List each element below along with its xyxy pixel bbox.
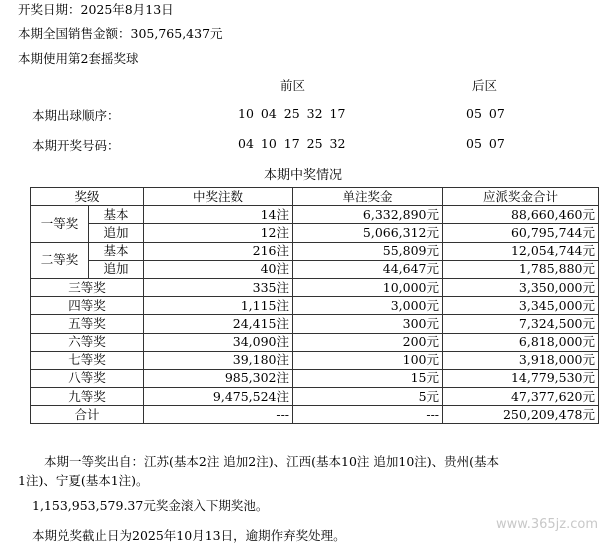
unit-prize: 200元 — [293, 333, 443, 351]
unit-prize: 10,000元 — [293, 278, 443, 296]
tier-name: 五等奖 — [31, 315, 144, 333]
winner-count: 335注 — [144, 278, 293, 296]
first-prize-origin-line1: 本期一等奖出自：江苏(基本2注 追加2注)、江西(基本10注 追加10注)、贵州(基本 — [44, 454, 500, 469]
table-row — [31, 333, 599, 351]
winner-count: 216注 — [144, 242, 293, 260]
first-prize-origin-line2: 1注)、宁夏(基本1注)。 — [18, 473, 149, 488]
winner-count: 9,475,524注 — [144, 388, 293, 406]
unit-prize: 3,000元 — [293, 297, 443, 315]
sub-tier: 追加 — [89, 224, 144, 242]
winning-numbers-label: 本期开奖号码： — [32, 138, 120, 153]
table-row — [31, 260, 599, 278]
sub-tier: 基本 — [89, 206, 144, 224]
sub-tier: 基本 — [89, 242, 144, 260]
back-zone-label: 后区 — [472, 78, 498, 93]
table-total-row — [31, 406, 599, 424]
unit-prize: 100元 — [293, 351, 443, 369]
tier-name: 四等奖 — [31, 297, 144, 315]
winning-numbers-back: 05 07 — [466, 136, 505, 151]
winning-numbers-front: 04 10 17 25 32 — [238, 136, 346, 151]
unit-prize: 5元 — [293, 388, 443, 406]
tier-name: 九等奖 — [31, 388, 144, 406]
table-row — [31, 315, 599, 333]
pool-rollover: 1,153,953,579.37元奖金滚入下期奖池。 — [32, 498, 269, 513]
sub-tier: 追加 — [89, 260, 144, 278]
total-prize: 6,818,000元 — [443, 333, 599, 351]
table-row — [31, 224, 599, 242]
unit-prize: 44,647元 — [293, 260, 443, 278]
draw-order-front: 10 04 25 32 17 — [238, 106, 346, 121]
total-unit-prize: --- — [293, 406, 443, 424]
winner-count: 12注 — [144, 224, 293, 242]
tier-name: 二等奖 — [31, 242, 89, 278]
winner-count: 34,090注 — [144, 333, 293, 351]
total-count: --- — [144, 406, 293, 424]
total-prize: 47,377,620元 — [443, 388, 599, 406]
total-label: 合计 — [31, 406, 144, 424]
tier-name: 三等奖 — [31, 278, 144, 296]
total-prize: 1,785,880元 — [443, 260, 599, 278]
winner-count: 40注 — [144, 260, 293, 278]
front-zone-label: 前区 — [280, 78, 306, 93]
draw-order-label: 本期出球顺序： — [32, 108, 120, 123]
total-prize: 14,779,530元 — [443, 369, 599, 387]
table-title: 本期中奖情况 — [263, 168, 342, 183]
total-prize: 3,918,000元 — [443, 351, 599, 369]
sales-amount: 本期全国销售金额：305,765,437元 — [18, 26, 223, 41]
total-prize: 60,795,744元 — [443, 224, 599, 242]
tier-name: 一等奖 — [31, 206, 89, 242]
winner-count: 24,415注 — [144, 315, 293, 333]
table-row — [31, 351, 599, 369]
col-header-level: 奖级 — [31, 188, 144, 206]
col-header-count: 中奖注数 — [144, 188, 293, 206]
tier-name: 六等奖 — [31, 333, 144, 351]
table-header-row — [31, 188, 599, 206]
table-row — [31, 369, 599, 387]
unit-prize: 300元 — [293, 315, 443, 333]
table-row — [31, 206, 599, 224]
total-prize: 12,054,744元 — [443, 242, 599, 260]
unit-prize: 55,809元 — [293, 242, 443, 260]
grand-total: 250,209,478元 — [443, 406, 599, 424]
col-header-total: 应派奖金合计 — [443, 188, 599, 206]
ball-set: 本期使用第2套摇奖球 — [18, 51, 139, 66]
draw-order-back: 05 07 — [466, 106, 505, 121]
table-row — [31, 388, 599, 406]
total-prize: 3,345,000元 — [443, 297, 599, 315]
unit-prize: 5,066,312元 — [293, 224, 443, 242]
table-row — [31, 278, 599, 296]
winner-count: 985,302注 — [144, 369, 293, 387]
tier-name: 七等奖 — [31, 351, 144, 369]
table-row — [31, 297, 599, 315]
prize-table — [30, 187, 599, 424]
winner-count: 14注 — [144, 206, 293, 224]
claim-deadline: 本期兑奖截止日为2025年10月13日，逾期作弃奖处理。 — [32, 528, 346, 543]
winner-count: 39,180注 — [144, 351, 293, 369]
draw-date: 开奖日期：2025年8月13日 — [18, 2, 174, 17]
watermark: www.365jz.com — [496, 517, 598, 532]
unit-prize: 15元 — [293, 369, 443, 387]
table-row — [31, 242, 599, 260]
total-prize: 88,660,460元 — [443, 206, 599, 224]
total-prize: 7,324,500元 — [443, 315, 599, 333]
tier-name: 八等奖 — [31, 369, 144, 387]
winner-count: 1,115注 — [144, 297, 293, 315]
total-prize: 3,350,000元 — [443, 278, 599, 296]
unit-prize: 6,332,890元 — [293, 206, 443, 224]
col-header-prize: 单注奖金 — [293, 188, 443, 206]
